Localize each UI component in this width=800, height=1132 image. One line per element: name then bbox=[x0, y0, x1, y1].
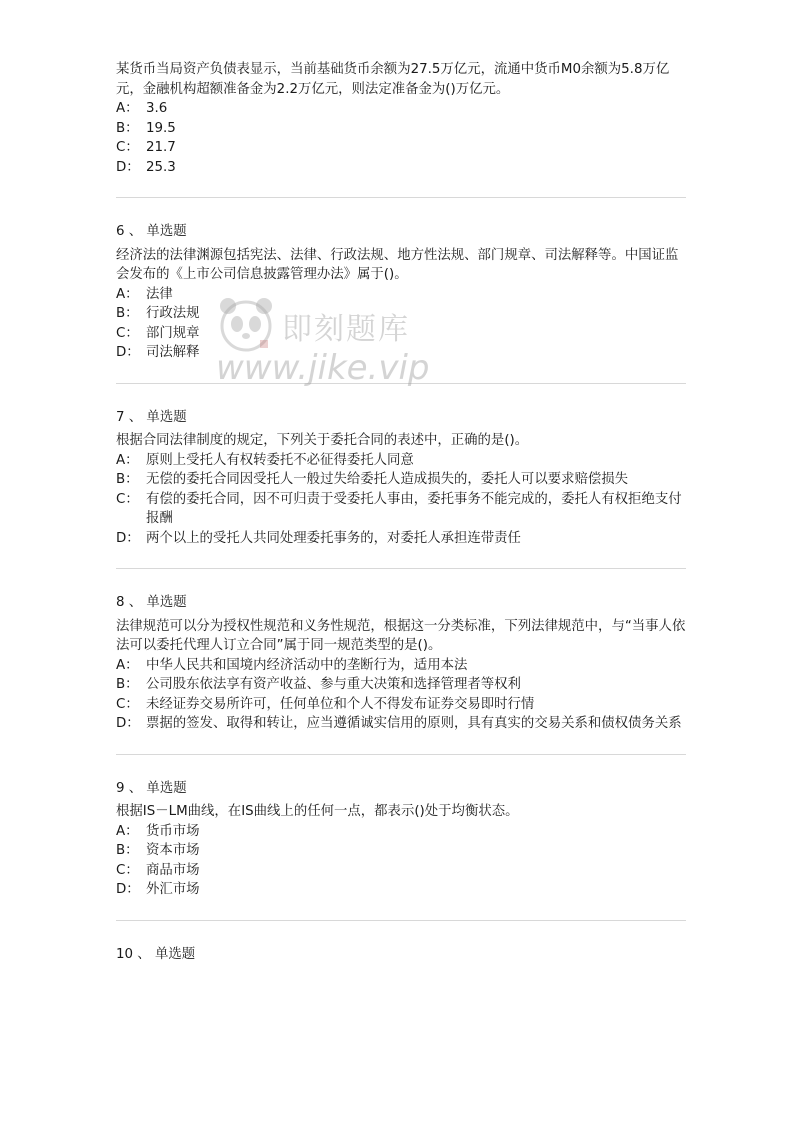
question-text: 根据IS－LM曲线，在IS曲线上的任何一点，都表示()处于均衡状态。 bbox=[116, 804, 519, 819]
option-a[interactable] bbox=[116, 99, 686, 119]
option-b[interactable] bbox=[116, 841, 686, 861]
option-c[interactable] bbox=[116, 324, 686, 344]
option-c[interactable] bbox=[116, 490, 686, 529]
option-text: 商品市场 bbox=[146, 862, 200, 878]
option-letter: A： bbox=[116, 823, 139, 839]
question-heading: 7 、 单选题 bbox=[116, 409, 187, 425]
option-d[interactable] bbox=[116, 529, 686, 549]
option-text: 行政法规 bbox=[146, 306, 200, 321]
option-a[interactable] bbox=[116, 822, 686, 842]
option-letter: B： bbox=[116, 306, 139, 321]
option-letter: B： bbox=[116, 120, 139, 136]
option-letter: C： bbox=[116, 491, 139, 507]
option-text: 19.5 bbox=[146, 120, 176, 136]
question-10 bbox=[116, 945, 686, 965]
option-text: 未经证券交易所许可，任何单位和个人不得发布证券交易即时行情 bbox=[146, 696, 535, 712]
question-8 bbox=[116, 593, 686, 734]
option-letter: C： bbox=[116, 696, 139, 712]
divider bbox=[116, 754, 686, 755]
option-letter: B： bbox=[116, 472, 139, 487]
divider bbox=[116, 197, 686, 198]
option-letter: C： bbox=[116, 862, 139, 878]
option-letter: D： bbox=[116, 345, 140, 360]
option-letter: D： bbox=[116, 716, 140, 731]
option-letter: A： bbox=[116, 657, 139, 673]
option-text: 25.3 bbox=[146, 159, 176, 175]
option-a[interactable] bbox=[116, 285, 686, 305]
option-d[interactable] bbox=[116, 714, 686, 734]
option-text: 外汇市场 bbox=[146, 882, 200, 897]
option-d[interactable] bbox=[116, 158, 686, 178]
option-b[interactable] bbox=[116, 304, 686, 324]
divider bbox=[116, 383, 686, 384]
option-text: 司法解释 bbox=[146, 345, 200, 360]
option-letter: D： bbox=[116, 159, 140, 175]
question-heading: 10 、 单选题 bbox=[116, 946, 196, 962]
option-a[interactable] bbox=[116, 656, 686, 676]
question-text: 经济法的法律渊源包括宪法、法律、行政法规、地方性法规、部门规章、司法解释等。中国证监会发布的《上市公司信息披露管理办法》属于()。 bbox=[116, 247, 679, 282]
question-7 bbox=[116, 408, 686, 549]
option-b[interactable] bbox=[116, 675, 686, 695]
question-5 bbox=[116, 60, 686, 177]
option-letter: A： bbox=[116, 101, 139, 116]
option-text: 部门规章 bbox=[146, 325, 200, 341]
option-b[interactable] bbox=[116, 470, 686, 490]
option-text: 资本市场 bbox=[146, 843, 200, 858]
option-letter: C： bbox=[116, 140, 139, 155]
watermark-brand: 即刻题库 bbox=[282, 312, 410, 347]
option-text: 原则上受托人有权转委托不必征得委托人同意 bbox=[146, 452, 414, 468]
option-letter: D： bbox=[116, 530, 140, 546]
option-letter: D： bbox=[116, 882, 140, 897]
option-letter: B： bbox=[116, 843, 139, 858]
option-text: 21.7 bbox=[146, 140, 176, 155]
question-text: 根据合同法律制度的规定，下列关于委托合同的表述中，正确的是()。 bbox=[116, 433, 529, 448]
option-c[interactable] bbox=[116, 861, 686, 881]
option-text: 有偿的委托合同，因不可归责于受委托人事由，委托事务不能完成的，委托人有权拒绝支付报酬 bbox=[146, 491, 682, 526]
option-letter: A： bbox=[116, 452, 139, 468]
option-d[interactable] bbox=[116, 880, 686, 900]
option-text: 法律 bbox=[146, 286, 173, 302]
option-text: 票据的签发、取得和转让，应当遵循诚实信用的原则，具有真实的交易关系和债权债务关系 bbox=[146, 716, 682, 731]
question-heading: 6 、 单选题 bbox=[116, 224, 187, 239]
option-text: 公司股东依法享有资产收益、参与重大决策和选择管理者等权利 bbox=[146, 677, 521, 692]
option-c[interactable] bbox=[116, 695, 686, 715]
option-b[interactable] bbox=[116, 119, 686, 139]
question-heading: 8 、 单选题 bbox=[116, 595, 187, 610]
divider bbox=[116, 920, 686, 921]
option-text: 货币市场 bbox=[146, 823, 200, 839]
option-text: 两个以上的受托人共同处理委托事务的，对委托人承担连带责任 bbox=[146, 530, 521, 546]
question-heading: 9 、 单选题 bbox=[116, 780, 187, 796]
watermark-url: www.jike.vip bbox=[216, 348, 430, 388]
option-letter: A： bbox=[116, 286, 139, 302]
option-letter: C： bbox=[116, 325, 139, 341]
option-a[interactable] bbox=[116, 451, 686, 471]
question-9 bbox=[116, 779, 686, 900]
question-6 bbox=[116, 222, 686, 363]
option-text: 中华人民共和国境内经济活动中的垄断行为，适用本法 bbox=[146, 657, 468, 673]
option-text: 3.6 bbox=[146, 101, 168, 116]
option-letter: B： bbox=[116, 677, 139, 692]
option-text: 无偿的委托合同因受托人一般过失给委托人造成损失的，委托人可以要求赔偿损失 bbox=[146, 472, 629, 487]
option-c[interactable] bbox=[116, 138, 686, 158]
question-text: 法律规范可以分为授权性规范和义务性规范，根据这一分类标准，下列法律规范中，与“当事人依法可以委托代理人订立合同”属于同一规范类型的是()。 bbox=[116, 618, 686, 653]
divider bbox=[116, 568, 686, 569]
option-d[interactable] bbox=[116, 343, 686, 363]
question-text: 某货币当局资产负债表显示，当前基础货币余额为27.5万亿元，流通中货币M0余额为5.8万亿元，金融机构超额准备金为2.2万亿元，则法定准备金为()万亿元。 bbox=[116, 62, 670, 97]
document-body bbox=[116, 60, 686, 968]
